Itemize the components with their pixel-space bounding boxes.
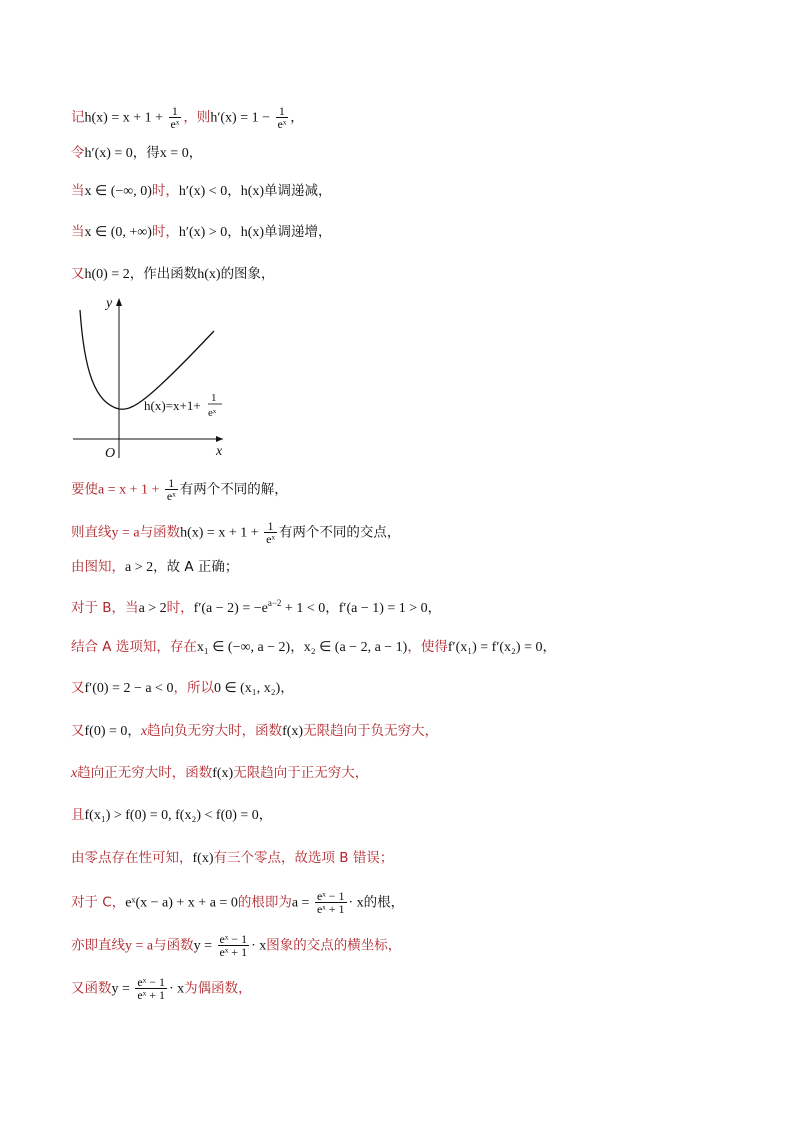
math-expr: · x	[251, 938, 267, 954]
math-expr: x ∈ (−∞, 0)	[84, 184, 152, 199]
text-fragment: 且	[71, 807, 85, 823]
text-fragment: 又	[71, 266, 85, 282]
text-fragment: ，	[290, 639, 304, 655]
text-fragment: 趋向正无穷大时，函数	[77, 765, 213, 781]
math-expr: h′(x) = 0	[84, 146, 133, 161]
fraction	[169, 105, 182, 130]
fraction	[165, 477, 178, 502]
curve-label: h(x)=x+1+	[144, 398, 201, 413]
text-line-16	[71, 890, 404, 915]
math-expr: h′(x) = 1 −	[210, 110, 274, 126]
math-expr: y = a	[125, 938, 154, 954]
fraction-numerator: eˣ − 1	[316, 889, 345, 903]
math-expr: eˣ(x − a) + x + a = 0	[125, 895, 238, 911]
math-expr: x	[71, 766, 78, 781]
curve-label-denominator: eˣ	[208, 407, 217, 419]
math-expr: f(x₁) > f(0) = 0, f(x₂) < f(0) = 0	[84, 808, 259, 823]
exponent: a−2	[267, 598, 282, 608]
text-fragment: 由零点存在性可知，	[71, 850, 193, 866]
text-fragment: ，故 A 正确；	[153, 559, 239, 575]
text-fragment: ，	[542, 639, 556, 655]
origin-label: O	[105, 446, 116, 461]
text-fragment: 又	[71, 680, 85, 696]
text-fragment: ，	[127, 723, 141, 739]
text-line-15	[71, 849, 393, 868]
text-fragment: 时，	[166, 600, 194, 616]
fraction	[135, 976, 167, 1001]
text-fragment: 与函数	[139, 524, 181, 541]
math-expr: y = a	[111, 525, 140, 541]
math-expr: h(x)	[197, 267, 221, 282]
text-fragment: 趋向负无穷大时，函数	[147, 723, 283, 739]
fraction-denominator: eˣ	[277, 117, 287, 131]
fraction-denominator: eˣ + 1	[316, 902, 345, 916]
text-fragment: 与函数	[153, 937, 194, 954]
text-fragment: 有三个零点，故选项 B 错误；	[213, 850, 394, 866]
math-expr: + 1 < 0	[281, 601, 326, 616]
text-line-13	[71, 764, 368, 783]
math-expr: a = x + 1 +	[98, 482, 163, 498]
fraction-denominator: eˣ + 1	[137, 988, 165, 1002]
fraction-denominator: eˣ	[266, 532, 275, 546]
text-fragment: 的图象，	[220, 266, 275, 282]
text-fragment: 当	[71, 224, 85, 240]
text-fragment: ，得	[132, 145, 160, 161]
text-fragment: 时，	[151, 183, 179, 199]
fraction-numerator: 1	[165, 477, 178, 490]
math-expr: h(x)	[240, 184, 265, 199]
math-expr: x	[140, 724, 148, 739]
math-expr: x₁ ∈ (−∞, a − 2)	[196, 640, 291, 655]
text-fragment: ，	[227, 183, 241, 199]
text-fragment: ，	[325, 600, 339, 616]
fraction-denominator: eˣ + 1	[219, 945, 248, 959]
text-line-5	[71, 265, 275, 284]
text-line-8	[71, 558, 238, 577]
math-expr: f′(a − 2) = −e	[193, 601, 268, 616]
math-expr: x = 0	[159, 146, 189, 161]
text-line-2	[71, 144, 202, 163]
math-expr: f(x)	[282, 724, 304, 739]
text-fragment: 图象的交点的横坐标，	[266, 937, 402, 954]
math-expr: 0 ∈ (x₁, x₂)	[213, 681, 281, 696]
math-expr: · x	[168, 981, 185, 997]
fraction	[276, 105, 289, 130]
text-fragment: 又函数	[71, 980, 112, 997]
text-line-6	[71, 477, 288, 502]
function-graph	[68, 293, 238, 463]
text-fragment: ，	[280, 680, 294, 696]
fraction-numerator: 1	[276, 105, 289, 118]
math-expr: x ∈ (0, +∞)	[84, 225, 152, 240]
text-fragment: 无限趋向于正无穷大，	[233, 765, 369, 781]
text-fragment: 结合 A 选项知，存在	[71, 639, 197, 655]
text-fragment: 对于 C，	[71, 894, 126, 911]
text-fragment: 有两个不同的交点，	[278, 524, 401, 541]
text-fragment: 单调递增，	[264, 224, 332, 240]
text-fragment: 有两个不同的解，	[179, 481, 288, 498]
math-expr: f′(0) = 2 − a < 0	[84, 681, 174, 696]
math-expr: · x	[348, 895, 364, 911]
text-fragment: 无限趋向于负无穷大，	[303, 723, 439, 739]
text-fragment: 由图知，	[71, 559, 125, 575]
text-fragment: ，	[227, 224, 241, 240]
math-expr: a > 2	[125, 560, 154, 575]
text-fragment: 单调递减，	[264, 183, 332, 199]
x-axis-arrow-icon	[216, 436, 223, 442]
math-expr: h′(x) > 0	[178, 225, 228, 240]
text-fragment: ，作出函数	[129, 266, 198, 282]
math-expr: h(x)	[240, 225, 265, 240]
text-fragment: 令	[71, 145, 85, 161]
text-fragment: 要使	[71, 481, 98, 498]
text-fragment: 的根即为	[237, 894, 292, 911]
math-expr: a > 2	[138, 601, 167, 616]
text-fragment: ，	[188, 145, 203, 161]
x-axis-label: x	[216, 444, 223, 459]
text-line-9	[71, 594, 441, 618]
text-line-18	[71, 976, 252, 1001]
text-line-4	[71, 223, 332, 242]
math-expr: f′(a − 1) = 1 > 0	[338, 601, 428, 616]
math-expr: f(0) = 0	[84, 724, 128, 739]
text-fragment: ，	[427, 600, 442, 616]
text-line-14	[71, 806, 272, 825]
text-fragment: ，	[290, 109, 304, 126]
text-fragment: ，	[258, 807, 273, 823]
text-line-1	[71, 105, 304, 130]
math-expr: h(0) = 2	[84, 267, 130, 282]
math-expr: h′(x) < 0	[178, 184, 228, 199]
text-fragment: 的根，	[363, 894, 405, 911]
fraction	[218, 933, 250, 958]
text-fragment: ，则	[183, 109, 211, 126]
math-expr: x₂ ∈ (a − 2, a − 1)	[303, 640, 408, 655]
text-fragment: 记	[71, 109, 85, 126]
fraction-denominator: eˣ	[170, 117, 180, 131]
text-line-12	[71, 722, 438, 741]
text-line-10	[71, 638, 556, 657]
math-expr: f(x)	[192, 851, 214, 866]
text-fragment: 当	[71, 183, 85, 199]
fraction-numerator: 1	[169, 105, 182, 118]
y-axis-label: y	[106, 296, 113, 311]
text-fragment: 为偶函数，	[184, 980, 252, 997]
text-line-7	[71, 520, 400, 545]
math-expr: h(x) = x + 1 +	[84, 110, 167, 126]
y-axis-arrow-icon	[116, 298, 122, 306]
curve-h	[80, 310, 214, 409]
fraction-numerator: 1	[264, 520, 277, 533]
text-fragment: 则直线	[71, 524, 112, 541]
text-line-17	[71, 933, 401, 958]
fraction-numerator: eˣ − 1	[219, 932, 248, 946]
text-line-11	[71, 679, 294, 698]
math-expr: y =	[111, 981, 134, 997]
fraction	[315, 890, 347, 915]
curve-label-numerator: 1	[211, 392, 217, 404]
text-fragment: 时，	[151, 224, 179, 240]
text-fragment: ，所以	[173, 680, 214, 696]
math-expr: a =	[291, 895, 313, 911]
math-expr: h(x) = x + 1 +	[180, 525, 263, 541]
text-fragment: 对于 B，当	[71, 600, 139, 616]
math-expr: y =	[193, 938, 216, 954]
math-expr: f′(x₁) = f′(x₂) = 0	[447, 640, 543, 655]
text-fragment: 亦即直线	[71, 937, 125, 954]
text-fragment: ，使得	[407, 639, 448, 655]
fraction-numerator: eˣ − 1	[137, 975, 165, 989]
text-line-3	[71, 182, 332, 201]
fraction	[264, 520, 277, 545]
math-expr: f(x)	[212, 766, 234, 781]
fraction-denominator: eˣ	[166, 489, 176, 503]
text-fragment: 又	[71, 723, 85, 739]
